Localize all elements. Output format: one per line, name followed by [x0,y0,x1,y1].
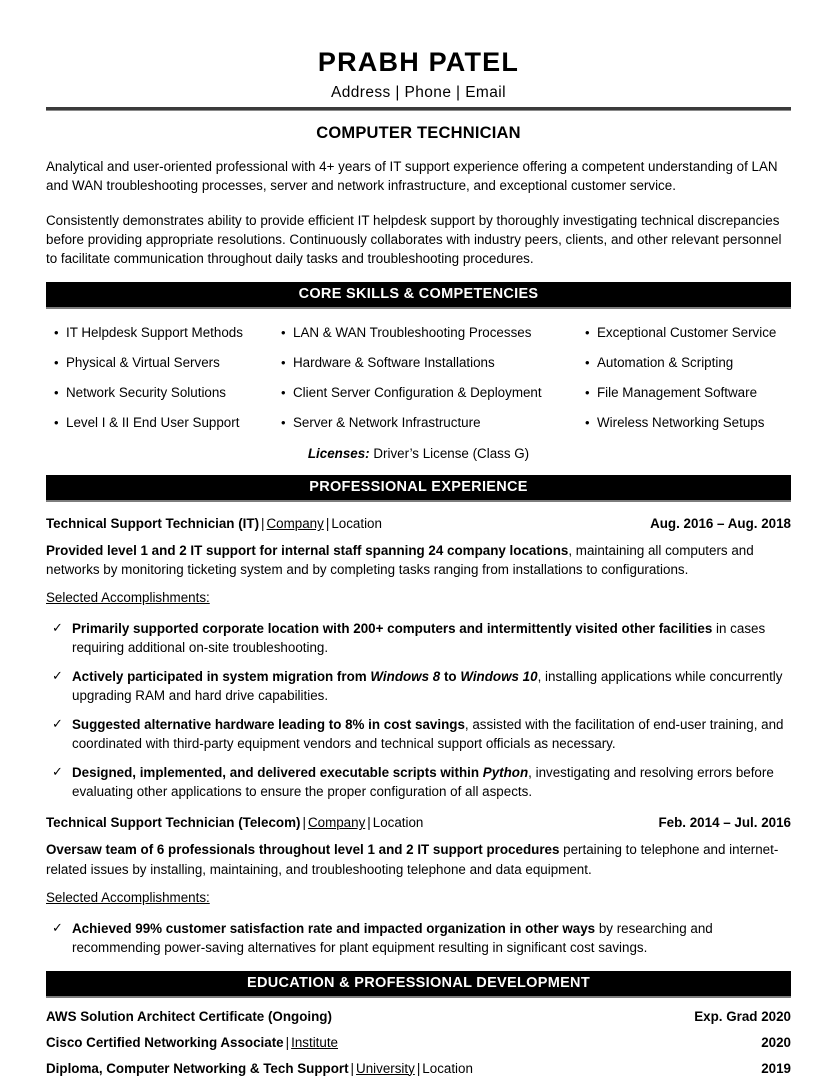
separator: | [285,1034,290,1050]
skill-item [46,378,273,408]
skill-label: Client Server Configuration & Deployment [293,385,542,400]
check-icon: ✓ [52,620,63,636]
skill-label: Network Security Solutions [66,385,227,400]
check-icon: ✓ [52,668,63,684]
bullet-icon: • [281,385,286,400]
accomplishment-rest: , investigating and resolving errors before evaluating other applications to ensure the proper configuration of all aspects. [72,765,774,800]
separator: | [367,815,371,831]
bullet-icon: • [54,354,59,370]
education-title-line [46,1061,473,1076]
section-header-skills: CORE SKILLS & COMPETENCIES [46,282,791,309]
accomplishments-label: Selected Accomplishments: [46,889,210,905]
job-dates: Feb. 2014 – Jul. 2016 [658,815,791,831]
accomplishment-emphasis: Actively participated in system migration from [72,669,371,685]
skill-item [577,318,791,348]
skill-label: Level I & II End User Support [66,415,240,431]
accomplishment-item [46,753,791,801]
accomplishment-text [72,919,791,957]
education-year: 2019 [761,1060,791,1076]
job-description-rest: , maintaining all computers and networks by monitoring ticketing system and by completing tasks ranging from installations to configurations. [46,543,754,578]
education-row [46,1024,791,1050]
bullet-icon: • [54,385,59,400]
accomplishments-label: Selected Accomplishments: [46,590,210,606]
education-title: Cisco Certified Networking Associate [46,1034,284,1050]
accomplishment-emphasis: Designed, implemented, and delivered executable scripts within [72,765,483,781]
education-location: Location [422,1060,473,1076]
skill-item [46,318,273,348]
accomplishments-list [46,605,791,801]
job-location: Location [331,516,382,532]
licenses-line [46,438,791,461]
licenses-label: Licenses: [307,446,370,462]
contact-line: Address | Phone | Email [331,83,506,101]
accomplishment-emphasis: Primarily supported corporate location with 200+ computers and intermittently visited other facilities [72,621,713,637]
job-header [46,502,791,531]
bullet-icon: • [585,324,590,340]
education-institution: Institute [291,1034,339,1050]
job-title: Technical Support Technician (Telecom) [46,815,301,831]
job-title: Technical Support Technician (IT) [46,516,260,532]
accomplishment-emphasis: Achieved 99% customer satisfaction rate and impacted organization in other ways [72,920,596,936]
education-row [46,998,791,1024]
skill-label: Exceptional Customer Service [597,324,777,340]
check-icon: ✓ [52,764,63,780]
skill-label: Server & Network Infrastructure [293,415,481,431]
accomplishment-text [72,715,791,753]
education-title-line [46,1009,332,1024]
accomplishment-text [72,667,791,705]
accomplishment-rest: , assisted with the facilitation of end-user training, and coordinated with third-party equipment vendors and technical support officials as necessary. [72,717,784,752]
education-row [46,1050,791,1076]
accomplishments-list [46,905,791,957]
bullet-icon: • [281,354,286,370]
accomplishment-item [46,609,791,657]
skill-item [273,318,577,348]
bullet-icon: • [281,415,286,431]
skill-item [46,408,273,438]
bullet-icon: • [585,385,590,400]
education-title: AWS Solution Architect Certificate (Ongoing) [46,1008,332,1024]
skill-label: Wireless Networking Setups [597,415,765,431]
separator: | [302,815,306,831]
skill-item [577,378,791,408]
accomplishment-text [72,763,791,801]
education-institution: University [356,1060,415,1076]
check-icon: ✓ [52,919,63,935]
skill-item [577,408,791,438]
separator: | [416,1060,421,1076]
skill-item [46,348,273,378]
skill-label: Automation & Scripting [597,354,734,370]
job-title-line [46,516,382,531]
skill-label: Hardware & Software Installations [293,354,495,370]
skills-grid [46,309,791,438]
summary-paragraph-1: Analytical and user-oriented professional with 4+ years of IT support experience offering a competent understanding of LAN and WAN troubleshooting processes, server and network infrastructure, and exceptional customer service. [46,158,778,193]
bullet-icon: • [585,354,590,370]
accomplishment-rest: by researching and recommending power-saving alternatives for plant equipment resulting in significant cost savings. [72,920,713,955]
job-description [46,830,791,878]
accomplishment-item [46,909,791,957]
accomplishment-text [72,619,791,657]
candidate-name: PRABH PATEL [317,47,520,77]
job-dates: Aug. 2016 – Aug. 2018 [650,516,791,532]
bullet-icon: • [281,324,286,340]
education-title-line [46,1035,338,1050]
licenses-value: Driver’s License (Class G) [373,446,530,462]
accomplishment-italic: Windows 8 [370,669,441,685]
education-year: Exp. Grad 2020 [694,1008,791,1024]
accomplishment-italic: Windows 10 [460,669,538,685]
skill-label: LAN & WAN Troubleshooting Processes [293,324,532,340]
job-description [46,531,791,579]
accomplishment-item [46,657,791,705]
accomplishment-emphasis: to [440,669,461,685]
skill-item [273,348,577,378]
section-header-experience: PROFESSIONAL EXPERIENCE [46,475,791,502]
education-title: Diploma, Computer Networking & Tech Support [46,1060,349,1076]
accomplishment-item [46,705,791,753]
job-company: Company [307,815,366,831]
separator: | [261,516,265,532]
job-description-rest: pertaining to telephone and internet-related issues by installing, maintaining, and troubleshooting telephone and data equipment. [46,842,779,877]
skill-label: Physical & Virtual Servers [66,354,220,370]
separator: | [325,516,330,532]
skill-label: IT Helpdesk Support Methods [66,324,243,340]
page-title: COMPUTER TECHNICIAN [316,123,521,142]
accomplishment-rest: in cases requiring additional on-site troubleshooting. [72,621,766,656]
section-header-education: EDUCATION & PROFESSIONAL DEVELOPMENT [46,971,791,998]
summary-paragraph-2: Consistently demonstrates ability to provide efficient IT helpdesk support by thoroughly investigating technical discrepancies before providing appropriate resolutions. Continuously collaborates with industry peers, clients, and other relevant personnel to facilitate communication throughout daily tasks and troubleshooting procedures. [46,212,782,266]
job-header [46,801,791,830]
job-description-emphasis: Provided level 1 and 2 IT support for internal staff spanning 24 company locations [46,543,569,559]
education-year: 2020 [761,1034,791,1050]
bullet-icon: • [54,324,59,340]
check-icon: ✓ [52,716,63,732]
separator: | [350,1060,355,1076]
job-company: Company [266,516,324,532]
job-description-emphasis: Oversaw team of 6 professionals throughout level 1 and 2 IT support procedures [46,842,560,858]
job-title-line [46,815,423,830]
skill-item [273,378,577,408]
skill-item [577,348,791,378]
accomplishment-emphasis: Suggested alternative hardware leading to 8% in cost savings [72,717,465,733]
job-location: Location [372,815,424,831]
bullet-icon: • [585,415,590,431]
skill-item [273,408,577,438]
skill-label: File Management Software [597,385,758,400]
accomplishment-rest: , installing applications while concurrently upgrading RAM and hard drive capabilities. [72,669,783,704]
bullet-icon: • [54,415,59,431]
accomplishment-italic: Python [482,765,529,781]
